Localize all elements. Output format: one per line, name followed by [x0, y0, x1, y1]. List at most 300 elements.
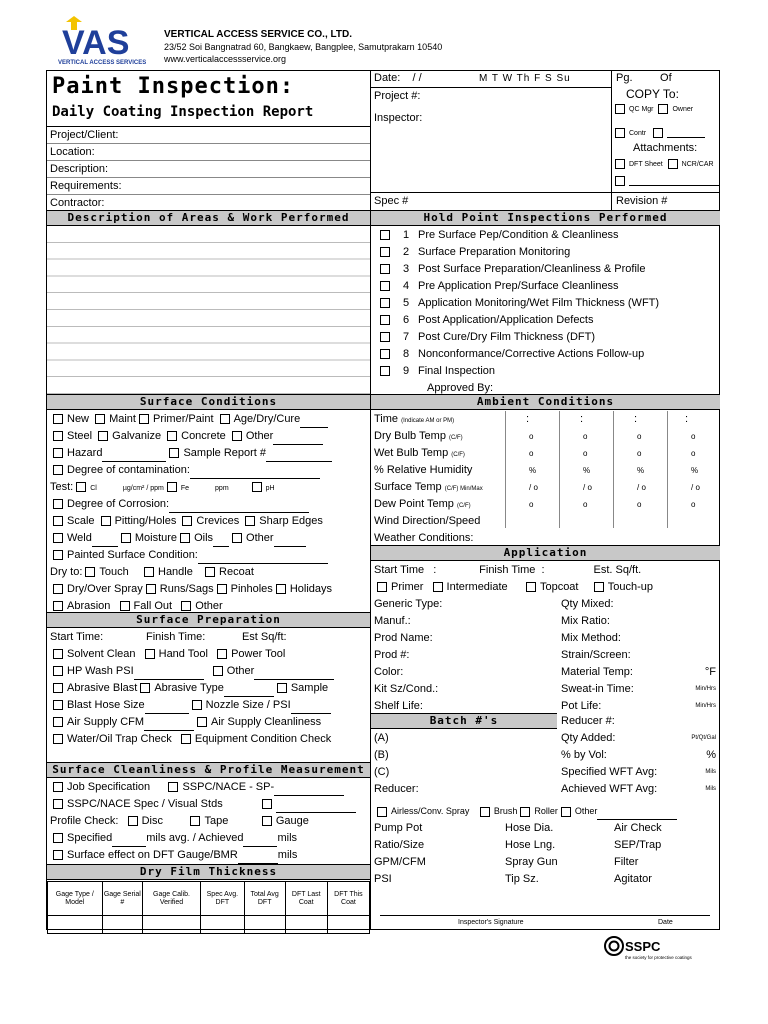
hold-point-checkbox[interactable] — [380, 247, 390, 257]
ambient-unit-mark: / o — [637, 483, 646, 492]
spec-number-field[interactable]: Spec # — [374, 195, 409, 207]
wind-row[interactable]: Wind Direction/Speed — [374, 515, 481, 527]
ambient-row[interactable] — [371, 462, 720, 479]
oils-checkbox[interactable] — [180, 533, 190, 543]
air-supply-cfm-checkbox[interactable] — [53, 717, 63, 727]
time-colon: : — [526, 413, 530, 425]
app-left-label: Generic Type: — [374, 598, 443, 610]
topcoat-checkbox[interactable] — [526, 582, 536, 592]
ambient-unit-mark: o — [691, 432, 696, 441]
app-left-label: Prod Name: — [374, 632, 433, 644]
trap-check-checkbox[interactable] — [53, 734, 63, 744]
ambient-label: % Relative Humidity — [374, 464, 473, 476]
ambient-unit-mark: / o — [691, 483, 700, 492]
hold-point-number: 1 — [402, 229, 410, 241]
other-defect-checkbox[interactable] — [232, 533, 242, 543]
ambient-label: Wet Bulb Temp — [374, 447, 449, 459]
dft-sheet-checkbox[interactable] — [615, 159, 625, 169]
company-address: 23/52 Soi Bangnatrad 60, Bangkaew, Bangplee, Samutprakarn 10540 — [164, 42, 443, 52]
dft-column-header: DFT This Coat — [327, 882, 369, 916]
ambient-label: Surface Temp — [374, 481, 442, 493]
equip-label: Spray Gun — [505, 856, 558, 868]
primer-paint-checkbox[interactable] — [139, 414, 149, 424]
equip-label: Pump Pot — [374, 822, 423, 834]
ambient-unit-mark: o — [691, 500, 696, 509]
location-field[interactable]: Location: — [47, 144, 370, 161]
application-row[interactable] — [371, 664, 720, 681]
ambient-label: Dew Point Temp — [374, 498, 454, 510]
hold-point-item[interactable] — [371, 227, 720, 244]
batch-right-label: Reducer #: — [561, 715, 615, 727]
dft-cell[interactable] — [327, 916, 369, 934]
attachment-other-checkbox[interactable] — [615, 176, 625, 186]
app-unit: °F — [704, 666, 716, 678]
hand-tool-checkbox[interactable] — [145, 649, 155, 659]
application-block — [371, 562, 720, 715]
hold-point-label: Pre Application Prep/Surface Cleanliness — [418, 280, 619, 292]
recoat-checkbox[interactable] — [205, 567, 215, 577]
batch-left-label: Reducer: — [374, 783, 419, 795]
hold-point-label: Post Cure/Dry Film Thickness (DFT) — [418, 331, 596, 343]
sc-row-4: Degree of contamination: — [47, 462, 370, 479]
pinholes-checkbox[interactable] — [217, 584, 227, 594]
sspc-logo — [604, 935, 724, 965]
hold-point-number: 3 — [402, 263, 410, 275]
other-copy-checkbox[interactable] — [653, 128, 663, 138]
cl-row-2: SSPC/NACE Spec / Visual Stds — [47, 796, 370, 813]
sample-checkbox[interactable] — [277, 683, 287, 693]
inspector-field[interactable]: Inspector: — [374, 112, 423, 124]
project-number-field[interactable]: Project #: — [374, 90, 421, 102]
page-number-field[interactable]: Pg. Of — [616, 72, 672, 84]
hold-point-checkbox[interactable] — [380, 366, 390, 376]
ph-checkbox[interactable] — [252, 482, 262, 492]
ambient-unit-mark: o — [529, 432, 534, 441]
sc-row-12: Abrasion Fall Out Other — [47, 598, 370, 615]
sc-row-10: Dry to: Touch Handle Recoat — [50, 566, 254, 578]
ambient-label: Dry Bulb Temp — [374, 430, 446, 442]
handle-checkbox[interactable] — [144, 567, 154, 577]
coat-type-row: Primer Intermediate Topcoat Touch-up — [371, 579, 720, 596]
hold-point-number: 6 — [402, 314, 410, 326]
hold-point-item[interactable] — [371, 363, 720, 380]
sc-row-3: Hazard Sample Report # — [47, 445, 370, 462]
sample-report-checkbox[interactable] — [169, 448, 179, 458]
surface-effect-checkbox[interactable] — [53, 850, 63, 860]
app-right-label: Sweat-in Time: — [561, 683, 634, 695]
brush-checkbox[interactable] — [480, 807, 490, 817]
weekday-selector[interactable]: M T W Th F S Su — [479, 73, 571, 84]
project-client-field[interactable]: Project/Client: — [47, 127, 370, 144]
age-dry-cure-checkbox[interactable] — [220, 414, 230, 424]
specified-checkbox[interactable] — [53, 833, 63, 843]
hold-point-item[interactable] — [371, 261, 720, 278]
primer-checkbox[interactable] — [377, 582, 387, 592]
company-info — [164, 28, 442, 65]
hold-point-label: Post Application/Application Defects — [418, 314, 594, 326]
hold-point-number: 8 — [402, 348, 410, 360]
attachment-options: DFT Sheet NCR/CAR — [612, 159, 714, 169]
hold-point-label: Nonconformance/Corrective Actions Follow-up — [418, 348, 645, 360]
equipment-row[interactable] — [371, 871, 720, 888]
qc-mgr-checkbox[interactable] — [615, 104, 625, 114]
power-tool-checkbox[interactable] — [217, 649, 227, 659]
roller-checkbox[interactable] — [520, 807, 530, 817]
attachments-label: Attachments: — [633, 142, 698, 154]
sc-row-6: Degree of Corrosion: — [47, 496, 370, 513]
batch-left-row[interactable] — [374, 781, 419, 798]
sc-row-2: Steel Galvanize Concrete Other — [47, 428, 370, 445]
ambient-unit-mark: % — [637, 466, 645, 475]
hold-point-item[interactable] — [371, 278, 720, 295]
batch-right-row[interactable] — [561, 764, 720, 781]
batch-right-label: Specified WFT Avg: — [561, 766, 658, 778]
hp-wash-checkbox[interactable] — [53, 666, 63, 676]
batch-right-row[interactable] — [561, 730, 720, 747]
time-colon: : — [580, 413, 584, 425]
application-row[interactable] — [371, 681, 720, 698]
batch-right-row[interactable] — [561, 747, 720, 764]
cl-row-5: Surface effect on DFT Gauge/BMR mils — [47, 847, 370, 864]
corrosion-checkbox[interactable] — [53, 499, 63, 509]
prep-row-1: Solvent Clean Hand Tool Power Tool — [47, 646, 370, 663]
prep-row-4: Blast Hose Size Nozzle Size / PSI — [47, 697, 370, 714]
batch-left-row[interactable] — [374, 764, 389, 781]
surface-conditions-header: Surface Conditions — [47, 394, 370, 410]
solvent-clean-checkbox[interactable] — [53, 649, 63, 659]
batch-left-row[interactable] — [374, 730, 389, 747]
ambient-conditions-header: Ambient Conditions — [371, 394, 720, 410]
cleanliness-block — [47, 779, 370, 864]
prep-row-6: Water/Oil Trap Check Equipment Condition Check — [47, 731, 370, 748]
sharp-edges-checkbox[interactable] — [245, 516, 255, 526]
batch-right-row[interactable] — [561, 713, 720, 730]
hold-point-checkbox[interactable] — [380, 230, 390, 240]
dft-header: Dry Film Thickness — [47, 864, 370, 880]
ambient-unit-mark: / o — [529, 483, 538, 492]
hold-point-checkbox[interactable] — [380, 264, 390, 274]
description-field[interactable]: Description: — [47, 161, 370, 178]
visual-other-checkbox[interactable] — [262, 799, 272, 809]
other-paint-checkbox[interactable] — [181, 601, 191, 611]
contr-option: Contr — [612, 126, 705, 138]
abrasive-type-checkbox[interactable] — [140, 683, 150, 693]
dft-column-header: Gage Calib. Verified — [143, 882, 201, 916]
application-row[interactable] — [371, 647, 720, 664]
report-meta-block — [371, 70, 720, 210]
app-unit: Min/Hrs — [695, 703, 716, 709]
weld-checkbox[interactable] — [53, 533, 63, 543]
app-left-label: Manuf.: — [374, 615, 411, 627]
ambient-note: (C/F) Min/Max — [444, 486, 483, 492]
approved-by-field[interactable]: Approved By: — [371, 380, 720, 397]
spray-method-row: Airless/Conv. Spray Brush Roller Other — [371, 803, 720, 820]
owner-checkbox[interactable] — [658, 104, 668, 114]
dft-column-header: Gage Serial # — [102, 882, 142, 916]
sspc-sp-checkbox[interactable] — [168, 782, 178, 792]
cl-row-1: Job Specification SSPC/NACE - SP- — [47, 779, 370, 796]
ambient-unit-mark: o — [583, 449, 588, 458]
hold-point-number: 2 — [402, 246, 410, 258]
project-info-block — [47, 126, 370, 212]
visual-stds-checkbox[interactable] — [53, 799, 63, 809]
dft-column-header: DFT Last Coat — [285, 882, 327, 916]
hold-point-item[interactable] — [371, 312, 720, 329]
ambient-unit-mark: o — [691, 449, 696, 458]
touch-checkbox[interactable] — [85, 567, 95, 577]
surface-prep-header: Surface Preparation — [47, 612, 370, 628]
job-spec-checkbox[interactable] — [53, 782, 63, 792]
abrasive-blast-checkbox[interactable] — [53, 683, 63, 693]
signature-line[interactable] — [380, 915, 710, 916]
hold-point-checkbox[interactable] — [380, 298, 390, 308]
prep-row-3: Abrasive Blast Abrasive Type Sample — [47, 680, 370, 697]
other-method-checkbox[interactable] — [561, 807, 571, 817]
batch-unit: % — [706, 749, 716, 761]
app-times-row: Start Time : Finish Time : Est. Sq/ft. — [374, 564, 642, 576]
ambient-time-row: Time (Indicate AM or PM) : : : : — [371, 411, 720, 428]
ambient-unit-mark: o — [637, 500, 642, 509]
app-right-label: Mix Method: — [561, 632, 621, 644]
app-right-label: Pot Life: — [561, 700, 602, 712]
app-right-label: Qty Mixed: — [561, 598, 614, 610]
equipment-row[interactable] — [371, 837, 720, 854]
hold-point-checkbox[interactable] — [380, 315, 390, 325]
ambient-unit-mark: o — [529, 500, 534, 509]
batch-left-row[interactable] — [374, 747, 389, 764]
hold-point-item[interactable] — [371, 244, 720, 261]
dft-column-header: Gage Type / Model — [48, 882, 103, 916]
page-subtitle: Daily Coating Inspection Report — [52, 104, 314, 120]
app-left-label: Shelf Life: — [374, 700, 423, 712]
copy-to-options: QC Mgr Owner — [612, 104, 693, 114]
date-field[interactable]: Date: / / — [374, 72, 422, 84]
steel-checkbox[interactable] — [53, 431, 63, 441]
prep-row-2: HP Wash PSI Other — [47, 663, 370, 680]
cleanliness-header: Surface Cleanliness & Profile Measurement — [47, 762, 370, 778]
hold-point-label: Pre Surface Pep/Condition & Cleanliness — [418, 229, 619, 241]
app-right-label: Strain/Screen: — [561, 649, 631, 661]
dft-cell[interactable] — [200, 916, 244, 934]
hold-point-number: 9 — [402, 365, 410, 377]
runs-sags-checkbox[interactable] — [146, 584, 156, 594]
painted-surface-checkbox[interactable] — [53, 550, 63, 560]
batch-right-label: Qty Added: — [561, 732, 616, 744]
hold-points-header: Hold Point Inspections Performed — [371, 210, 720, 226]
equip-label: Hose Dia. — [505, 822, 554, 834]
ambient-unit-mark: % — [583, 466, 591, 475]
gauge-checkbox[interactable] — [262, 816, 272, 826]
hold-point-label: Application Monitoring/Wet Film Thickness (WFT) — [418, 297, 660, 309]
equip-label: Agitator — [614, 873, 652, 885]
application-header: Application — [371, 545, 720, 561]
contamination-checkbox[interactable] — [53, 465, 63, 475]
batch-right-row[interactable] — [561, 781, 720, 798]
disc-checkbox[interactable] — [128, 816, 138, 826]
ncr-car-checkbox[interactable] — [668, 159, 678, 169]
hold-point-checkbox[interactable] — [380, 349, 390, 359]
ambient-grid — [371, 411, 720, 545]
hold-point-item[interactable] — [371, 346, 720, 363]
hold-point-label: Surface Preparation Monitoring — [418, 246, 571, 258]
application-row[interactable] — [371, 630, 720, 647]
ambient-unit-mark: o — [529, 449, 534, 458]
other-surface-checkbox[interactable] — [232, 431, 242, 441]
maint-checkbox[interactable] — [95, 414, 105, 424]
equipment-row[interactable] — [371, 820, 720, 837]
fe-checkbox[interactable] — [167, 482, 177, 492]
cl-row-3: Profile Check: Disc Tape Gauge — [50, 815, 309, 827]
ambient-unit-mark: % — [529, 466, 537, 475]
attachment-other — [612, 174, 719, 186]
hold-point-number: 4 — [402, 280, 410, 292]
ambient-note: (C/F) — [449, 435, 463, 441]
dft-cell[interactable] — [48, 916, 103, 934]
app-right-label: Material Temp: — [561, 666, 633, 678]
hazard-checkbox[interactable] — [53, 448, 63, 458]
batch-right-label: % by Vol: — [561, 749, 607, 761]
ambient-unit-mark: o — [637, 449, 642, 458]
ambient-unit-mark: / o — [583, 483, 592, 492]
hold-points-list — [371, 227, 720, 397]
date-label: Date — [658, 919, 673, 926]
sspc-tagline: the society for protective coatings — [625, 955, 692, 960]
time-colon: : — [685, 413, 689, 425]
dft-table-wrap — [47, 881, 370, 934]
equip-label: Ratio/Size — [374, 839, 425, 851]
cl-checkbox[interactable] — [76, 482, 86, 492]
logo-subtitle: VERTICAL ACCESS SERVICES — [58, 60, 147, 66]
surface-prep-block — [47, 629, 370, 748]
pitting-checkbox[interactable] — [101, 516, 111, 526]
tape-checkbox[interactable] — [190, 816, 200, 826]
holidays-checkbox[interactable] — [276, 584, 286, 594]
page-title: Paint Inspection: — [52, 74, 295, 99]
sc-row-7: Scale Pitting/Holes Crevices Sharp Edges — [47, 513, 370, 530]
equip-label: GPM/CFM — [374, 856, 426, 868]
company-name: VERTICAL ACCESS SERVICE CO., LTD. — [164, 29, 352, 40]
batch-left-label: (B) — [374, 749, 389, 761]
abrasion-checkbox[interactable] — [53, 601, 63, 611]
contractor-field[interactable]: Contractor: — [50, 197, 105, 209]
scale-checkbox[interactable] — [53, 516, 63, 526]
fall-out-checkbox[interactable] — [120, 601, 130, 611]
sspc-name: SSPC — [625, 939, 661, 954]
surface-conditions-block — [47, 411, 370, 615]
batch-unit: Mils — [705, 769, 716, 775]
concrete-checkbox[interactable] — [167, 431, 177, 441]
app-unit: Min/Hrs — [695, 686, 716, 692]
ambient-row[interactable] — [371, 445, 720, 462]
ambient-row[interactable] — [371, 496, 720, 513]
batch-header: Batch #'s — [371, 713, 557, 729]
galvanize-checkbox[interactable] — [98, 431, 108, 441]
nozzle-size-checkbox[interactable] — [192, 700, 202, 710]
blast-hose-checkbox[interactable] — [53, 700, 63, 710]
over-spray-checkbox[interactable] — [53, 584, 63, 594]
dft-column-header: Total Avg DFT — [244, 882, 285, 916]
app-right-label: Mix Ratio: — [561, 615, 610, 627]
app-left-label: Prod #: — [374, 649, 410, 661]
touch-up-checkbox[interactable] — [594, 582, 604, 592]
new-checkbox[interactable] — [53, 414, 63, 424]
ambient-note: (C/F) — [451, 452, 465, 458]
company-website: www.verticalaccessservice.org — [164, 54, 287, 64]
dft-cell[interactable] — [102, 916, 142, 934]
sc-row-11: Dry/Over Spray Runs/Sags Pinholes Holidays — [47, 581, 370, 598]
hold-point-label: Post Surface Preparation/Cleanliness & Profile — [418, 263, 646, 275]
dft-cell[interactable] — [143, 916, 201, 934]
signature-label: Inspector's Signature — [458, 919, 524, 926]
batch-unit: Mils — [705, 786, 716, 792]
intermediate-checkbox[interactable] — [433, 582, 443, 592]
equipment-row[interactable] — [371, 854, 720, 871]
dft-cell[interactable] — [244, 916, 285, 934]
equip-label: Air Check — [614, 822, 662, 834]
hold-point-number: 5 — [402, 297, 410, 309]
description-lines[interactable] — [47, 226, 370, 394]
application-row[interactable] — [371, 613, 720, 630]
weather-row[interactable]: Weather Conditions: — [374, 532, 474, 544]
app-left-label: Color: — [374, 666, 404, 678]
copy-to-label: COPY To: — [626, 87, 679, 101]
hold-point-checkbox[interactable] — [380, 332, 390, 342]
ambient-row[interactable] — [371, 428, 720, 445]
batch-unit: Pt/Qt/Gal — [691, 735, 716, 741]
equipment-check-checkbox[interactable] — [181, 734, 191, 744]
sc-row-9: Painted Surface Condition: — [47, 547, 370, 564]
desc-areas-header: Description of Areas & Work Performed — [47, 210, 370, 226]
batch-right-label: Achieved WFT Avg: — [561, 783, 658, 795]
logo-letters: VAS — [62, 24, 130, 62]
equip-label: Filter — [614, 856, 639, 868]
prep-row-5: Air Supply CFM Air Supply Cleanliness — [47, 714, 370, 731]
hold-point-checkbox[interactable] — [380, 281, 390, 291]
ambient-unit-mark: o — [583, 432, 588, 441]
prep-times-row: Start Time: Finish Time: Est Sq/ft: — [50, 631, 287, 643]
contr-checkbox[interactable] — [615, 128, 625, 138]
application-row[interactable] — [371, 596, 720, 613]
sc-row-5: Test: Cl µg/cm² / ppm Fe ppm pH — [47, 479, 370, 496]
revision-field[interactable]: Revision # — [616, 195, 668, 207]
hold-point-number: 7 — [402, 331, 410, 343]
crevices-checkbox[interactable] — [182, 516, 192, 526]
hold-point-item[interactable] — [371, 295, 720, 312]
airless-checkbox[interactable] — [377, 807, 387, 817]
moisture-checkbox[interactable] — [121, 533, 131, 543]
equip-label: PSI — [374, 873, 392, 885]
company-logo — [56, 16, 152, 66]
ambient-unit-mark: % — [691, 466, 699, 475]
other-prep-checkbox[interactable] — [213, 666, 223, 676]
batch-block — [371, 713, 720, 888]
dft-cell[interactable] — [285, 916, 327, 934]
equip-label: Tip Sz. — [505, 873, 539, 885]
batch-left-label: (C) — [374, 766, 390, 778]
cl-row-4: Specified mils avg. / Achieved mils — [47, 830, 370, 847]
requirements-field[interactable]: Requirements: — [47, 178, 370, 195]
air-cleanliness-checkbox[interactable] — [197, 717, 207, 727]
ambient-row[interactable] — [371, 479, 720, 496]
equip-label: Hose Lng. — [505, 839, 556, 851]
dft-column-header: Spec Avg. DFT — [200, 882, 244, 916]
time-colon: : — [634, 413, 638, 425]
app-left-label: Kit Sz/Cond.: — [374, 683, 439, 695]
ambient-unit-mark: o — [637, 432, 642, 441]
hold-point-item[interactable] — [371, 329, 720, 346]
dft-table — [47, 881, 370, 934]
hold-point-label: Final Inspection — [418, 365, 496, 377]
